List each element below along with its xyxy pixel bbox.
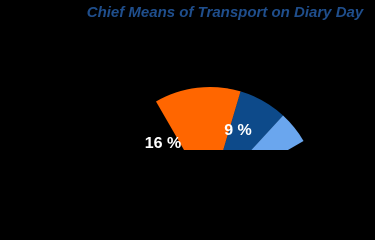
data-label-bike: 9 % bbox=[224, 122, 252, 139]
chart-title: Chief Means of Transport on Diary Day bbox=[86, 4, 364, 21]
slice-label-motorised: traffic passenger bbox=[25, 83, 131, 98]
slice-label-motorised: motorised individual bbox=[14, 67, 142, 82]
slice-label-bike: by bike bbox=[249, 72, 295, 87]
data-label-motorised: 16 % bbox=[144, 135, 182, 150]
